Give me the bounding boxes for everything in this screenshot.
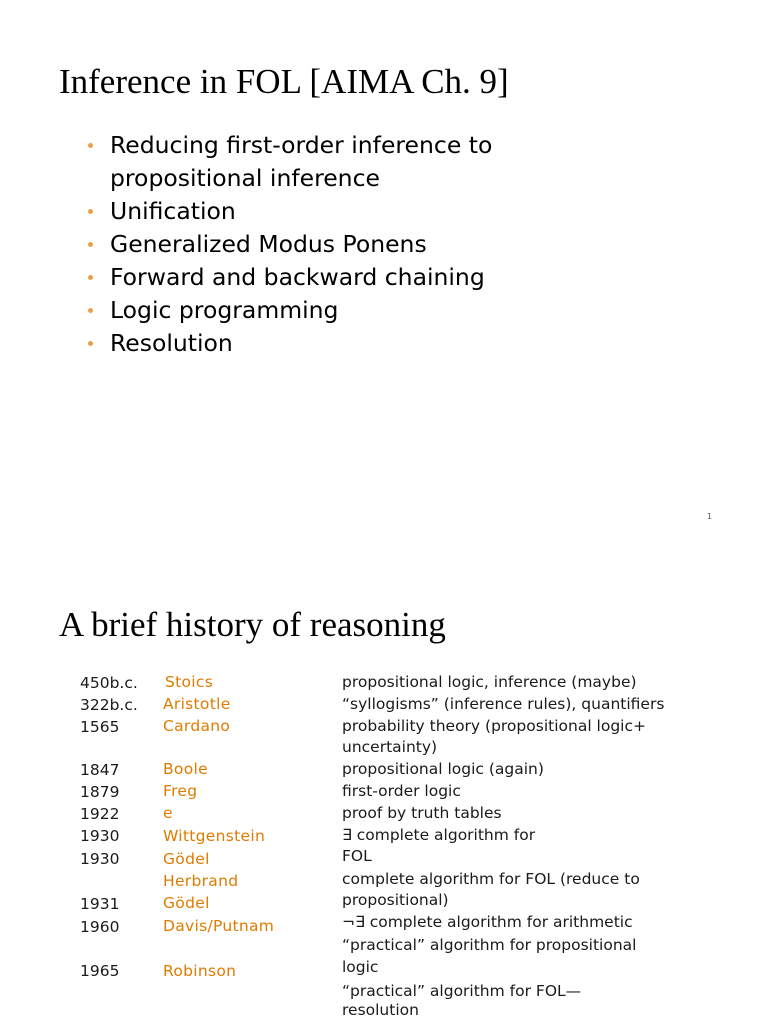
name-cell: Boole: [163, 760, 208, 778]
name-cell: Robinson: [163, 962, 237, 980]
bullet-text: Unification: [110, 197, 236, 225]
name-cell: Stoics: [165, 673, 214, 691]
year-cell: 1879: [80, 783, 120, 801]
year-cell: 1930: [80, 850, 120, 868]
year-cell: 1565: [80, 718, 120, 736]
year-cell: 1931: [80, 895, 120, 913]
year-cell: 322b.c.: [80, 696, 138, 714]
year-cell: 450b.c.: [80, 674, 138, 692]
name-cell: Wittgenstein: [163, 827, 266, 845]
bullet-text: Logic programming: [110, 296, 339, 324]
name-cell: Aristotle: [163, 695, 231, 713]
description-cell: “practical” algorithm for propositional: [342, 936, 637, 954]
name-cell: Herbrand: [163, 872, 239, 890]
page-number: 1: [707, 512, 713, 521]
year-cell: 1930: [80, 827, 120, 845]
description-cell: propositional logic, inference (maybe): [342, 673, 637, 691]
description-cell: “practical” algorithm for FOL—: [342, 982, 582, 1000]
description-cell: complete algorithm for FOL (reduce to: [342, 870, 640, 888]
year-cell: 1847: [80, 761, 120, 779]
bullet-text: Reducing first-order inference to: [110, 131, 493, 159]
slide-title: Inference in FOL [AIMA Ch. 9]: [59, 62, 509, 101]
description-cell: FOL: [342, 847, 372, 865]
name-cell: Gödel: [163, 894, 210, 912]
description-cell: “syllogisms” (inference rules), quantifiers: [342, 695, 665, 713]
description-cell: ∃ complete algorithm for: [342, 826, 536, 844]
description-cell: uncertainty): [342, 738, 438, 756]
bullet-text: Forward and backward chaining: [110, 263, 485, 291]
description-cell: proof by truth tables: [342, 804, 502, 822]
description-cell: ¬∃ complete algorithm for arithmetic: [342, 913, 633, 931]
description-cell: probability theory (propositional logic+: [342, 717, 646, 735]
description-cell: logic: [342, 958, 379, 976]
bullet-text-continued: propositional inference: [110, 164, 380, 192]
name-cell: Cardano: [163, 717, 231, 735]
year-cell: 1922: [80, 805, 120, 823]
name-cell: Freg: [163, 782, 198, 800]
description-cell: first-order logic: [342, 782, 461, 800]
year-cell: 1965: [80, 962, 120, 980]
name-cell: e: [163, 804, 173, 822]
description-cell: propositional logic (again): [342, 760, 544, 778]
year-cell: 1960: [80, 918, 120, 936]
slide-title: A brief history of reasoning: [59, 605, 446, 644]
bullet-text: Resolution: [110, 329, 233, 357]
description-cell: propositional): [342, 891, 449, 909]
description-cell: resolution: [342, 1001, 419, 1019]
name-cell: Gödel: [163, 850, 210, 868]
bullet-text: Generalized Modus Ponens: [110, 230, 427, 258]
name-cell: Davis/Putnam: [163, 917, 275, 935]
